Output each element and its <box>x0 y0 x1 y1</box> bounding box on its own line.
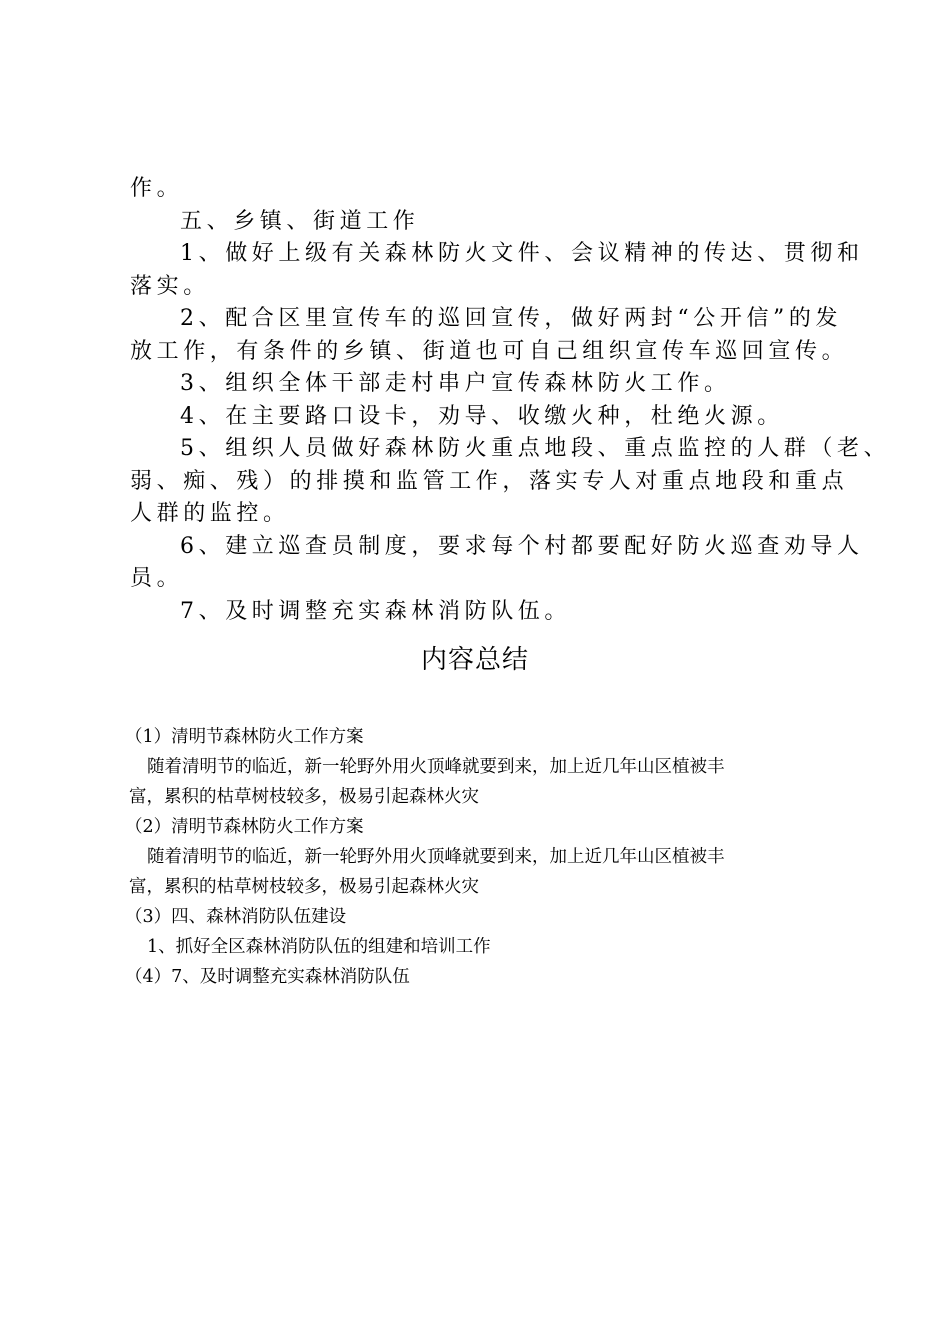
body-line: 7、及时调整充实森林消防队伍。 <box>180 598 571 624</box>
body-line: 作。 <box>130 176 184 201</box>
body-line: 放工作，有条件的乡镇、街道也可自己组织宣传车巡回宣传。 <box>130 338 849 364</box>
summary-item-heading: （4）7、及时调整充实森林消防队伍 <box>125 967 410 987</box>
body-line: 2、配合区里宣传车的巡回宣传，做好两封“公开信”的发 <box>180 306 843 331</box>
summary-item-heading: （3）四、森林消防队伍建设 <box>125 907 347 927</box>
summary-item-text: 1、抓好全区森林消防队伍的组建和培训工作 <box>147 937 491 957</box>
body-line: 5、组织人员做好森林防火重点地段、重点监控的人群（老、 <box>180 436 891 461</box>
summary-item-text: 富，累积的枯草树枝较多，极易引起森林火灾 <box>129 787 479 807</box>
summary-item-heading: （1）清明节森林防火工作方案 <box>125 727 364 747</box>
body-line: 弱、痴、残）的排摸和监管工作，落实专人对重点地段和重点 <box>130 468 849 494</box>
body-line: 3、组织全体干部走村串户宣传森林防火工作。 <box>180 371 731 396</box>
body-line: 人群的监控。 <box>130 501 290 526</box>
summary-title: 内容总结 <box>420 645 529 675</box>
body-text <box>130 173 891 628</box>
body-line: 1、做好上级有关森林防火文件、会议精神的传达、贯彻和 <box>180 241 864 266</box>
body-line: 员。 <box>130 566 184 591</box>
summary-item-text: 随着清明节的临近，新一轮野外用火顶峰就要到来，加上近几年山区植被丰 <box>147 757 725 777</box>
section-heading: 五、乡镇、街道工作 <box>180 208 420 234</box>
summary-section <box>125 722 845 992</box>
summary-item-text: 富，累积的枯草树枝较多，极易引起森林火灾 <box>129 877 479 897</box>
body-line: 落实。 <box>130 273 210 299</box>
body-line: 6、建立巡查员制度，要求每个村都要配好防火巡查劝导人 <box>180 533 864 559</box>
body-line: 4、在主要路口设卡，劝导、收缴火种，杜绝火源。 <box>180 403 784 429</box>
summary-item-text: 随着清明节的临近，新一轮野外用火顶峰就要到来，加上近几年山区植被丰 <box>147 847 725 867</box>
summary-item-heading: （2）清明节森林防火工作方案 <box>125 817 364 837</box>
